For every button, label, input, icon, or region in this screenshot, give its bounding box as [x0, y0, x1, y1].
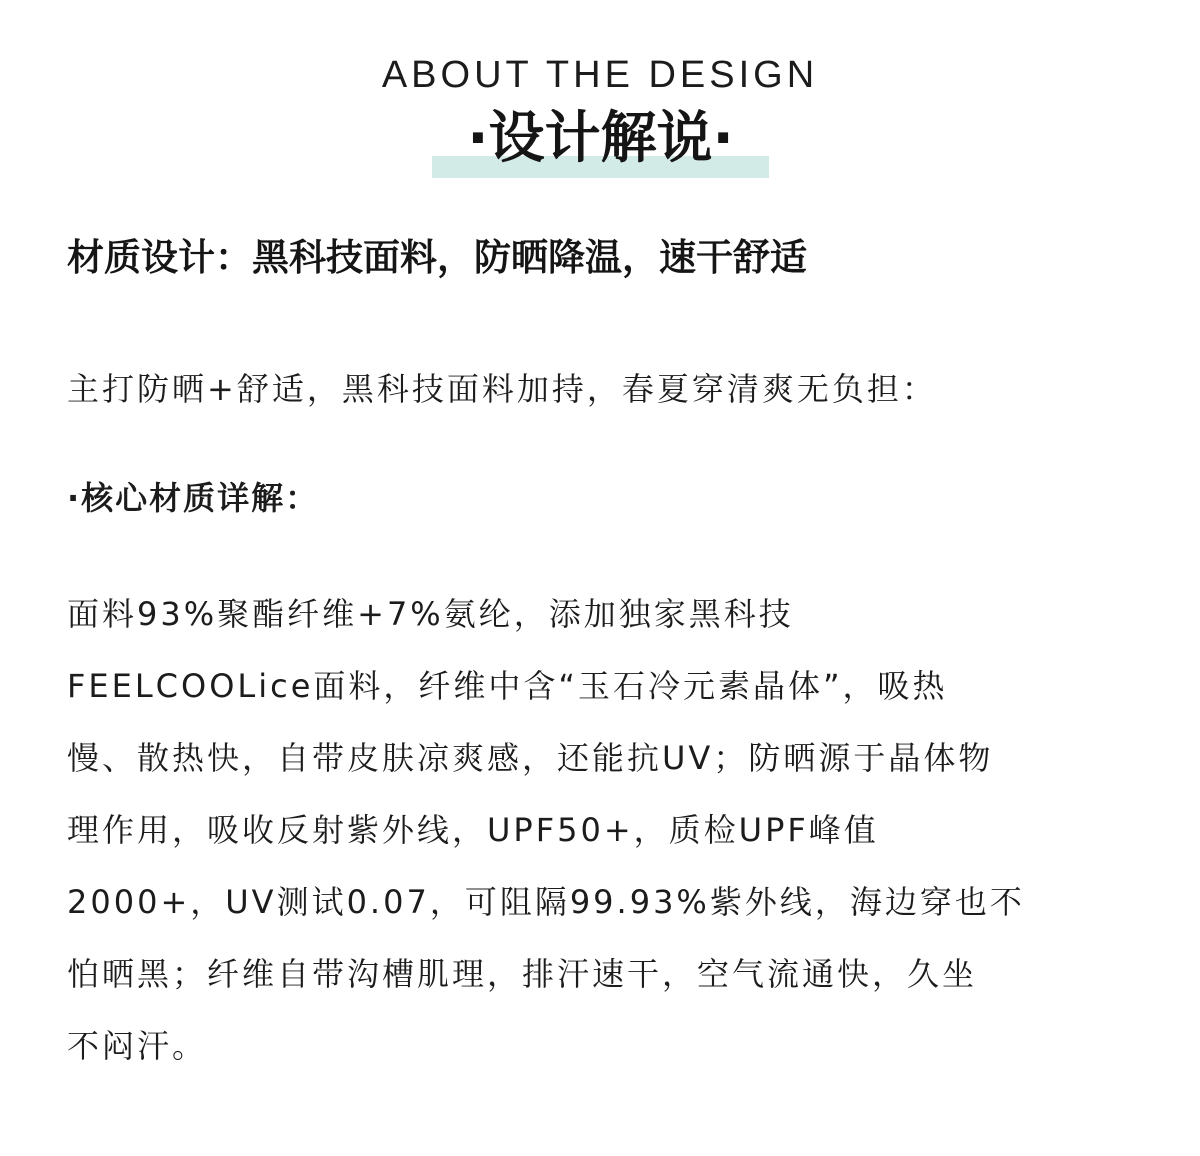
material-description [67, 578, 1157, 1082]
description-line: 怕晒黑；纤维自带沟槽肌理，排汗速干，空气流通快，久坐 [67, 955, 978, 993]
core-material-subheading: ·核心材质详解： [67, 479, 320, 517]
description-line: 2000+，UV测试0.07，可阻隔99.93%紫外线，海边穿也不 [67, 883, 1025, 921]
description-line: 慢、散热快，自带皮肤凉爽感，还能抗UV；防晒源于晶体物 [67, 739, 994, 777]
section-heading: 材质设计：黑科技面料，防晒降温，速干舒适 [67, 236, 807, 279]
description-line: FEELCOOLice面料，纤维中含“玉石冷元素晶体”，吸热 [67, 667, 948, 705]
description-line: 理作用，吸收反射紫外线，UPF50+，质检UPF峰值 [67, 811, 879, 849]
intro-text: 主打防晒+舒适，黑科技面料加持，春夏穿清爽无负担： [67, 370, 937, 408]
chinese-title-block [432, 104, 769, 178]
english-title: ABOUT THE DESIGN [381, 54, 819, 96]
description-line: 面料93%聚酯纤维+7%氨纶，添加独家黑科技 [67, 595, 794, 633]
description-line: 不闷汗。 [67, 1027, 208, 1065]
chinese-title: ·设计解说· [467, 106, 734, 171]
